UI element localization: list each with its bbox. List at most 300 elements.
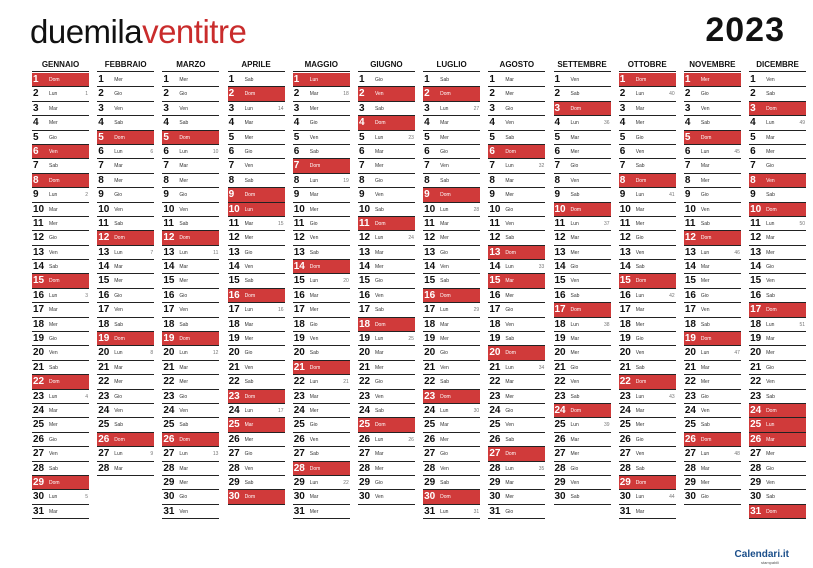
- day-row[interactable]: [293, 476, 350, 490]
- day-row[interactable]: [619, 418, 676, 432]
- holiday-day-row[interactable]: [162, 131, 219, 145]
- day-row[interactable]: [228, 73, 285, 87]
- day-row[interactable]: [32, 246, 89, 260]
- day-row[interactable]: [619, 188, 676, 202]
- day-row[interactable]: [619, 116, 676, 130]
- day-row[interactable]: [293, 217, 350, 231]
- day-row[interactable]: [423, 274, 480, 288]
- day-row[interactable]: [293, 145, 350, 159]
- day-row[interactable]: [358, 447, 415, 461]
- day-row[interactable]: [423, 260, 480, 274]
- holiday-day-row[interactable]: [228, 390, 285, 404]
- holiday-day-row[interactable]: [554, 303, 611, 317]
- day-row[interactable]: [162, 476, 219, 490]
- day-row[interactable]: [32, 404, 89, 418]
- day-row[interactable]: [749, 246, 806, 260]
- holiday-day-row[interactable]: [619, 73, 676, 87]
- day-row[interactable]: [488, 332, 545, 346]
- day-row[interactable]: [228, 217, 285, 231]
- day-row[interactable]: [684, 404, 741, 418]
- holiday-day-row[interactable]: [488, 145, 545, 159]
- day-row[interactable]: [358, 174, 415, 188]
- day-row[interactable]: [32, 159, 89, 173]
- day-row[interactable]: [423, 361, 480, 375]
- day-row[interactable]: [97, 260, 154, 274]
- day-row[interactable]: [684, 303, 741, 317]
- day-row[interactable]: [488, 231, 545, 245]
- day-row[interactable]: [293, 274, 350, 288]
- day-row[interactable]: [749, 217, 806, 231]
- day-row[interactable]: [554, 73, 611, 87]
- day-row[interactable]: [554, 274, 611, 288]
- day-row[interactable]: [684, 447, 741, 461]
- day-row[interactable]: [228, 131, 285, 145]
- day-row[interactable]: [619, 447, 676, 461]
- day-row[interactable]: [423, 447, 480, 461]
- day-row[interactable]: [619, 490, 676, 504]
- day-row[interactable]: [32, 188, 89, 202]
- day-row[interactable]: [423, 433, 480, 447]
- day-row[interactable]: [228, 116, 285, 130]
- day-row[interactable]: [488, 217, 545, 231]
- day-row[interactable]: [97, 203, 154, 217]
- holiday-day-row[interactable]: [749, 303, 806, 317]
- day-row[interactable]: [684, 188, 741, 202]
- day-row[interactable]: [32, 203, 89, 217]
- day-row[interactable]: [749, 346, 806, 360]
- day-row[interactable]: [684, 159, 741, 173]
- day-row[interactable]: [554, 375, 611, 389]
- holiday-day-row[interactable]: [749, 404, 806, 418]
- day-row[interactable]: [684, 145, 741, 159]
- day-row[interactable]: [554, 490, 611, 504]
- day-row[interactable]: [488, 303, 545, 317]
- day-row[interactable]: [554, 346, 611, 360]
- day-row[interactable]: [162, 462, 219, 476]
- day-row[interactable]: [162, 102, 219, 116]
- day-row[interactable]: [749, 289, 806, 303]
- day-row[interactable]: [32, 260, 89, 274]
- day-row[interactable]: [293, 102, 350, 116]
- holiday-day-row[interactable]: [423, 188, 480, 202]
- day-row[interactable]: [32, 462, 89, 476]
- day-row[interactable]: [97, 418, 154, 432]
- day-row[interactable]: [358, 390, 415, 404]
- day-row[interactable]: [554, 361, 611, 375]
- day-row[interactable]: [358, 260, 415, 274]
- day-row[interactable]: [684, 490, 741, 504]
- day-row[interactable]: [423, 462, 480, 476]
- day-row[interactable]: [488, 260, 545, 274]
- holiday-day-row[interactable]: [554, 102, 611, 116]
- day-row[interactable]: [423, 73, 480, 87]
- day-row[interactable]: [554, 174, 611, 188]
- day-row[interactable]: [554, 390, 611, 404]
- day-row[interactable]: [358, 462, 415, 476]
- holiday-day-row[interactable]: [684, 332, 741, 346]
- day-row[interactable]: [228, 260, 285, 274]
- day-row[interactable]: [228, 174, 285, 188]
- day-row[interactable]: [749, 390, 806, 404]
- day-row[interactable]: [97, 159, 154, 173]
- day-row[interactable]: [162, 505, 219, 519]
- day-row[interactable]: [32, 303, 89, 317]
- day-row[interactable]: [684, 174, 741, 188]
- day-row[interactable]: [554, 418, 611, 432]
- day-row[interactable]: [228, 274, 285, 288]
- day-row[interactable]: [162, 159, 219, 173]
- day-row[interactable]: [293, 116, 350, 130]
- day-row[interactable]: [228, 433, 285, 447]
- day-row[interactable]: [32, 490, 89, 504]
- day-row[interactable]: [488, 505, 545, 519]
- day-row[interactable]: [749, 145, 806, 159]
- day-row[interactable]: [97, 346, 154, 360]
- day-row[interactable]: [488, 433, 545, 447]
- day-row[interactable]: [293, 418, 350, 432]
- day-row[interactable]: [97, 462, 154, 476]
- day-row[interactable]: [619, 131, 676, 145]
- day-row[interactable]: [162, 447, 219, 461]
- holiday-day-row[interactable]: [228, 490, 285, 504]
- day-row[interactable]: [228, 303, 285, 317]
- day-row[interactable]: [619, 390, 676, 404]
- holiday-day-row[interactable]: [293, 462, 350, 476]
- day-row[interactable]: [619, 260, 676, 274]
- day-row[interactable]: [749, 375, 806, 389]
- day-row[interactable]: [358, 289, 415, 303]
- holiday-day-row[interactable]: [97, 433, 154, 447]
- day-row[interactable]: [423, 318, 480, 332]
- day-row[interactable]: [423, 116, 480, 130]
- holiday-day-row[interactable]: [162, 231, 219, 245]
- day-row[interactable]: [423, 303, 480, 317]
- day-row[interactable]: [162, 318, 219, 332]
- holiday-day-row[interactable]: [488, 274, 545, 288]
- day-row[interactable]: [32, 318, 89, 332]
- day-row[interactable]: [162, 203, 219, 217]
- holiday-day-row[interactable]: [97, 332, 154, 346]
- day-row[interactable]: [684, 375, 741, 389]
- day-row[interactable]: [749, 159, 806, 173]
- holiday-day-row[interactable]: [358, 116, 415, 130]
- day-row[interactable]: [358, 346, 415, 360]
- day-row[interactable]: [749, 490, 806, 504]
- holiday-day-row[interactable]: [32, 274, 89, 288]
- day-row[interactable]: [684, 246, 741, 260]
- day-row[interactable]: [554, 433, 611, 447]
- day-row[interactable]: [293, 318, 350, 332]
- holiday-day-row[interactable]: [358, 87, 415, 101]
- day-row[interactable]: [684, 418, 741, 432]
- day-row[interactable]: [749, 188, 806, 202]
- day-row[interactable]: [749, 318, 806, 332]
- day-row[interactable]: [97, 404, 154, 418]
- day-row[interactable]: [488, 404, 545, 418]
- day-row[interactable]: [684, 318, 741, 332]
- day-row[interactable]: [32, 447, 89, 461]
- day-row[interactable]: [423, 505, 480, 519]
- holiday-day-row[interactable]: [684, 231, 741, 245]
- day-row[interactable]: [162, 303, 219, 317]
- day-row[interactable]: [423, 217, 480, 231]
- day-row[interactable]: [293, 433, 350, 447]
- day-row[interactable]: [97, 447, 154, 461]
- day-row[interactable]: [749, 231, 806, 245]
- day-row[interactable]: [423, 231, 480, 245]
- day-row[interactable]: [619, 505, 676, 519]
- day-row[interactable]: [684, 217, 741, 231]
- holiday-day-row[interactable]: [749, 505, 806, 519]
- day-row[interactable]: [619, 462, 676, 476]
- day-row[interactable]: [32, 433, 89, 447]
- day-row[interactable]: [358, 332, 415, 346]
- day-row[interactable]: [619, 102, 676, 116]
- day-row[interactable]: [97, 102, 154, 116]
- day-row[interactable]: [488, 116, 545, 130]
- day-row[interactable]: [423, 174, 480, 188]
- day-row[interactable]: [162, 390, 219, 404]
- day-row[interactable]: [32, 361, 89, 375]
- day-row[interactable]: [554, 332, 611, 346]
- day-row[interactable]: [32, 231, 89, 245]
- day-row[interactable]: [619, 404, 676, 418]
- day-row[interactable]: [32, 87, 89, 101]
- day-row[interactable]: [554, 87, 611, 101]
- day-row[interactable]: [488, 73, 545, 87]
- holiday-day-row[interactable]: [32, 476, 89, 490]
- day-row[interactable]: [554, 476, 611, 490]
- day-row[interactable]: [97, 217, 154, 231]
- day-row[interactable]: [488, 174, 545, 188]
- day-row[interactable]: [97, 116, 154, 130]
- day-row[interactable]: [32, 332, 89, 346]
- day-row[interactable]: [684, 361, 741, 375]
- holiday-day-row[interactable]: [32, 145, 89, 159]
- day-row[interactable]: [97, 303, 154, 317]
- holiday-day-row[interactable]: [488, 346, 545, 360]
- day-row[interactable]: [293, 490, 350, 504]
- holiday-day-row[interactable]: [619, 476, 676, 490]
- day-row[interactable]: [358, 274, 415, 288]
- day-row[interactable]: [293, 131, 350, 145]
- day-row[interactable]: [162, 418, 219, 432]
- day-row[interactable]: [619, 361, 676, 375]
- day-row[interactable]: [97, 188, 154, 202]
- holiday-day-row[interactable]: [619, 375, 676, 389]
- day-row[interactable]: [162, 87, 219, 101]
- day-row[interactable]: [488, 159, 545, 173]
- day-row[interactable]: [684, 289, 741, 303]
- day-row[interactable]: [488, 361, 545, 375]
- holiday-day-row[interactable]: [619, 174, 676, 188]
- day-row[interactable]: [619, 203, 676, 217]
- day-row[interactable]: [97, 73, 154, 87]
- day-row[interactable]: [228, 476, 285, 490]
- day-row[interactable]: [97, 145, 154, 159]
- day-row[interactable]: [358, 73, 415, 87]
- day-row[interactable]: [32, 418, 89, 432]
- day-row[interactable]: [423, 102, 480, 116]
- day-row[interactable]: [228, 447, 285, 461]
- day-row[interactable]: [358, 102, 415, 116]
- day-row[interactable]: [619, 87, 676, 101]
- day-row[interactable]: [619, 145, 676, 159]
- holiday-day-row[interactable]: [554, 203, 611, 217]
- holiday-day-row[interactable]: [32, 73, 89, 87]
- day-row[interactable]: [554, 188, 611, 202]
- holiday-day-row[interactable]: [228, 289, 285, 303]
- day-row[interactable]: [619, 346, 676, 360]
- day-row[interactable]: [684, 462, 741, 476]
- day-row[interactable]: [684, 274, 741, 288]
- day-row[interactable]: [749, 131, 806, 145]
- holiday-day-row[interactable]: [97, 231, 154, 245]
- holiday-day-row[interactable]: [423, 490, 480, 504]
- day-row[interactable]: [162, 375, 219, 389]
- day-row[interactable]: [162, 260, 219, 274]
- day-row[interactable]: [749, 361, 806, 375]
- day-row[interactable]: [228, 159, 285, 173]
- day-row[interactable]: [423, 131, 480, 145]
- day-row[interactable]: [488, 289, 545, 303]
- day-row[interactable]: [488, 318, 545, 332]
- day-row[interactable]: [488, 462, 545, 476]
- day-row[interactable]: [423, 246, 480, 260]
- day-row[interactable]: [619, 231, 676, 245]
- day-row[interactable]: [228, 404, 285, 418]
- day-row[interactable]: [97, 87, 154, 101]
- holiday-day-row[interactable]: [293, 73, 350, 87]
- holiday-day-row[interactable]: [684, 73, 741, 87]
- day-row[interactable]: [162, 145, 219, 159]
- day-row[interactable]: [97, 174, 154, 188]
- holiday-day-row[interactable]: [32, 375, 89, 389]
- holiday-day-row[interactable]: [358, 318, 415, 332]
- day-row[interactable]: [358, 246, 415, 260]
- day-row[interactable]: [162, 217, 219, 231]
- day-row[interactable]: [749, 260, 806, 274]
- day-row[interactable]: [554, 159, 611, 173]
- day-row[interactable]: [162, 174, 219, 188]
- day-row[interactable]: [228, 102, 285, 116]
- day-row[interactable]: [293, 332, 350, 346]
- holiday-day-row[interactable]: [162, 332, 219, 346]
- day-row[interactable]: [488, 418, 545, 432]
- day-row[interactable]: [32, 390, 89, 404]
- day-row[interactable]: [358, 404, 415, 418]
- day-row[interactable]: [619, 332, 676, 346]
- holiday-day-row[interactable]: [749, 174, 806, 188]
- day-row[interactable]: [554, 131, 611, 145]
- holiday-day-row[interactable]: [423, 87, 480, 101]
- day-row[interactable]: [162, 116, 219, 130]
- day-row[interactable]: [32, 116, 89, 130]
- day-row[interactable]: [293, 505, 350, 519]
- day-row[interactable]: [97, 361, 154, 375]
- day-row[interactable]: [749, 87, 806, 101]
- day-row[interactable]: [358, 188, 415, 202]
- day-row[interactable]: [293, 246, 350, 260]
- day-row[interactable]: [97, 274, 154, 288]
- day-row[interactable]: [162, 404, 219, 418]
- holiday-day-row[interactable]: [228, 87, 285, 101]
- day-row[interactable]: [423, 203, 480, 217]
- day-row[interactable]: [423, 346, 480, 360]
- day-row[interactable]: [749, 116, 806, 130]
- day-row[interactable]: [488, 203, 545, 217]
- day-row[interactable]: [749, 447, 806, 461]
- day-row[interactable]: [32, 217, 89, 231]
- day-row[interactable]: [228, 231, 285, 245]
- day-row[interactable]: [358, 375, 415, 389]
- holiday-day-row[interactable]: [684, 433, 741, 447]
- holiday-day-row[interactable]: [358, 418, 415, 432]
- day-row[interactable]: [423, 404, 480, 418]
- day-row[interactable]: [749, 73, 806, 87]
- day-row[interactable]: [228, 332, 285, 346]
- holiday-day-row[interactable]: [488, 246, 545, 260]
- day-row[interactable]: [358, 231, 415, 245]
- day-row[interactable]: [228, 145, 285, 159]
- day-row[interactable]: [423, 375, 480, 389]
- day-row[interactable]: [358, 303, 415, 317]
- day-row[interactable]: [619, 318, 676, 332]
- day-row[interactable]: [488, 390, 545, 404]
- day-row[interactable]: [554, 318, 611, 332]
- day-row[interactable]: [293, 404, 350, 418]
- day-row[interactable]: [293, 203, 350, 217]
- holiday-day-row[interactable]: [97, 131, 154, 145]
- day-row[interactable]: [554, 462, 611, 476]
- day-row[interactable]: [619, 246, 676, 260]
- day-row[interactable]: [228, 361, 285, 375]
- day-row[interactable]: [293, 346, 350, 360]
- day-row[interactable]: [32, 289, 89, 303]
- day-row[interactable]: [554, 447, 611, 461]
- day-row[interactable]: [554, 246, 611, 260]
- day-row[interactable]: [32, 102, 89, 116]
- brand-logo[interactable]: Calendari.it: [734, 549, 789, 560]
- day-row[interactable]: [554, 289, 611, 303]
- holiday-day-row[interactable]: [684, 131, 741, 145]
- holiday-day-row[interactable]: [228, 418, 285, 432]
- day-row[interactable]: [749, 274, 806, 288]
- day-row[interactable]: [358, 490, 415, 504]
- day-row[interactable]: [228, 346, 285, 360]
- day-row[interactable]: [423, 418, 480, 432]
- day-row[interactable]: [228, 318, 285, 332]
- day-row[interactable]: [684, 390, 741, 404]
- day-row[interactable]: [488, 102, 545, 116]
- day-row[interactable]: [684, 116, 741, 130]
- day-row[interactable]: [488, 375, 545, 389]
- holiday-day-row[interactable]: [554, 404, 611, 418]
- day-row[interactable]: [293, 375, 350, 389]
- holiday-day-row[interactable]: [488, 447, 545, 461]
- holiday-day-row[interactable]: [228, 188, 285, 202]
- day-row[interactable]: [358, 145, 415, 159]
- day-row[interactable]: [684, 203, 741, 217]
- holiday-day-row[interactable]: [293, 260, 350, 274]
- day-row[interactable]: [293, 390, 350, 404]
- day-row[interactable]: [162, 346, 219, 360]
- holiday-day-row[interactable]: [749, 418, 806, 432]
- day-row[interactable]: [32, 346, 89, 360]
- day-row[interactable]: [97, 390, 154, 404]
- day-row[interactable]: [619, 159, 676, 173]
- day-row[interactable]: [554, 116, 611, 130]
